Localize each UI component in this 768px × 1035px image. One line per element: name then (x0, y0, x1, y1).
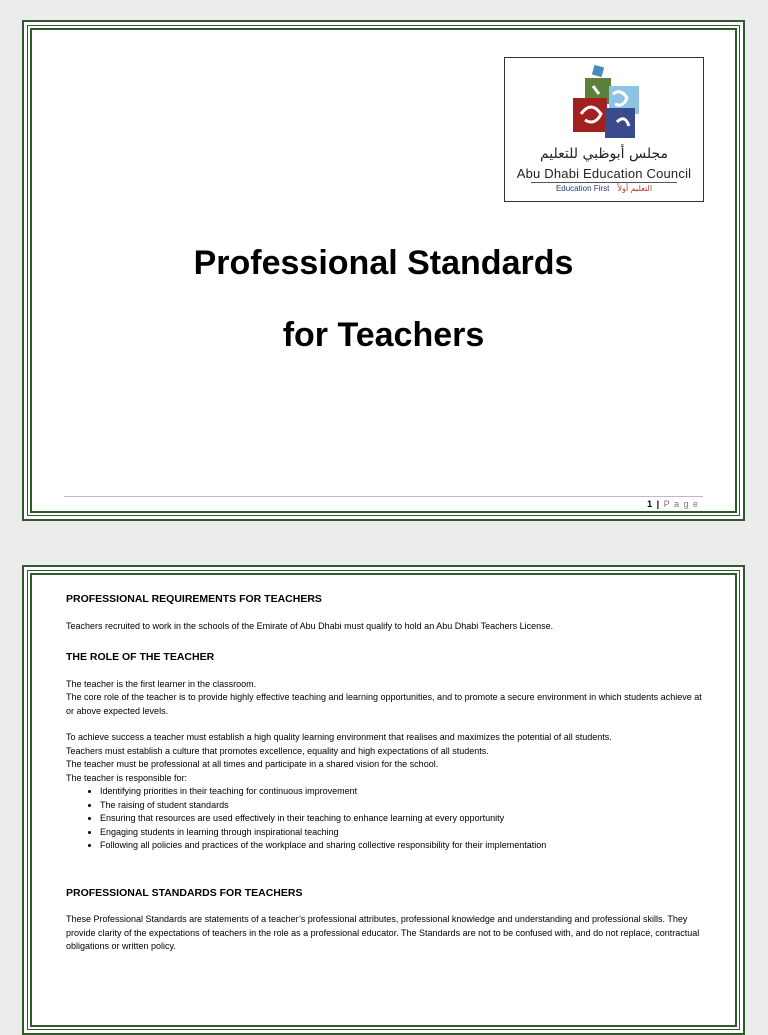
logo-arabic-name: مجلس أبوظبي للتعليم (539, 146, 669, 162)
success-text-line1: To achieve success a teacher must establish a high quality learning environment that realises and maximizes the potential of all students. (66, 732, 612, 742)
footer-divider (64, 496, 703, 497)
content-page (22, 565, 745, 1035)
logo-english-name: Abu Dhabi Education Council (516, 166, 692, 181)
document-title-line2: for Teachers (282, 316, 485, 354)
success-text-line3: The teacher must be professional at all times and participate in a shared vision for the school. (66, 759, 439, 769)
role-text-line2: The core role of the teacher is to provide highly effective teaching and learning opportunities, and to promote a secure environment in which students achieve at or above expected levels. (66, 692, 702, 716)
logo-tagline (505, 184, 703, 193)
responsibilities-intro: The teacher is responsible for: (66, 772, 188, 783)
success-text-line2: Teachers must establish a culture that promotes excellence, equality and high expectations of all students. (66, 745, 489, 756)
page-number: 1 (647, 499, 654, 509)
cover-page (22, 20, 745, 521)
document-title-line1: Professional Standards (193, 244, 574, 282)
role-text-line1: The teacher is the first learner in the classroom. (66, 678, 257, 689)
list-item: • Following all policies and practices of the workplace and sharing collective responsibility for their implementation (100, 839, 706, 853)
list-item: • Identifying priorities in their teaching for continuous improvement (100, 785, 706, 799)
adec-logo (504, 57, 704, 202)
logo-tagline-arabic: التعليم أولاً (617, 184, 653, 193)
logo-tagline-english: Education First (555, 184, 610, 193)
adec-logo-emblem-icon (567, 64, 647, 144)
section-heading-standards: PROFESSIONAL STANDARDS FOR TEACHERS (66, 886, 303, 899)
list-item: • The raising of student standards (100, 799, 706, 813)
page-number-footer (647, 499, 699, 509)
list-item: • Ensuring that resources are used effectively in their teaching to enhance learning at every opportunity (100, 812, 706, 826)
page-body (66, 593, 706, 954)
section-heading-role: THE ROLE OF THE TEACHER (66, 651, 215, 663)
responsibilities-list (66, 785, 706, 853)
requirements-paragraph: Teachers recruited to work in the schools of the Emirate of Abu Dhabi must qualify to hold an Abu Dhabi Teachers License. (66, 620, 554, 631)
page-label: P a g e (663, 499, 699, 509)
standards-paragraph: These Professional Standards are statements of a teacher’s professional attributes, professional knowledge and understanding and professional skills. They provide clarity of the expectations of teachers in the role as a professional educator. The Standards are not to be confused with, and do not replace, contractual obligations or written policy. (66, 914, 700, 951)
list-item: • Engaging students in learning through inspirational teaching (100, 826, 706, 840)
page-number-separator: | (656, 499, 661, 509)
section-heading-requirements: PROFESSIONAL REQUIREMENTS FOR TEACHERS (66, 593, 322, 605)
logo-divider (531, 182, 677, 183)
